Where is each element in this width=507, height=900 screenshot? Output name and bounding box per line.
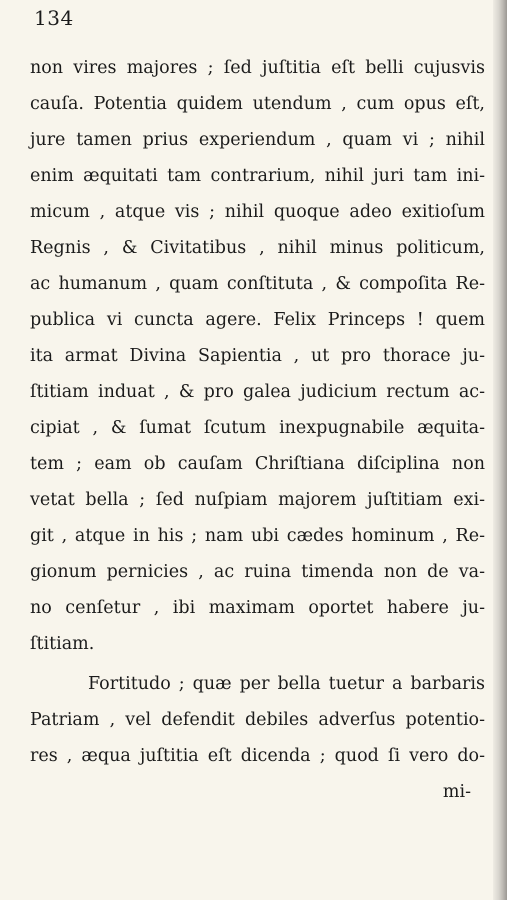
text-line: tem ; eam ob cauſam Chriſtiana diſciplina non — [30, 454, 485, 474]
catchword: mi- — [442, 782, 471, 802]
text-line: enim æquitati tam contrarium, nihil juri tam ini- — [30, 166, 485, 186]
page-number: 134 — [34, 6, 74, 30]
text-line: non vires majores ; ſed juſtitia eſt belli cujusvis — [30, 58, 485, 78]
text-line: vetat bella ; ſed nuſpiam majorem juſtitiam exi- — [30, 490, 485, 510]
text-line: ſtitiam induat , & pro galea judicium rectum ac- — [30, 382, 485, 402]
text-line: gionum pernicies , ac ruina timenda non de va- — [30, 562, 485, 582]
paragraph-1 — [30, 50, 485, 662]
text-line: Regnis , & Civitatibus , nihil minus politicum, — [30, 238, 485, 258]
text-line: no cenſetur , ibi maximam oportet habere ju- — [30, 598, 485, 618]
text-line: jure tamen prius experiendum , quam vi ; nihil — [30, 130, 485, 150]
text-line: git , atque in his ; nam ubi cædes hominum , Re- — [30, 526, 485, 546]
paragraph-2 — [30, 666, 485, 774]
page-edge-shadow — [493, 0, 507, 900]
text-line: publica vi cuncta agere. Felix Princeps ! quem — [30, 310, 485, 330]
text-line: micum , atque vis ; nihil quoque adeo exitioſum — [30, 202, 485, 222]
text-line: ac humanum , quam conſtituta , & compoſita Re- — [30, 274, 485, 294]
text-line: ita armat Divina Sapientia , ut pro thorace ju- — [30, 346, 485, 366]
text-line: cipiat , & ſumat ſcutum inexpugnabile æquita- — [30, 418, 485, 438]
text-line: Patriam , vel defendit debiles adverſus potentio- — [30, 710, 485, 730]
text-line: cauſa. Potentia quidem utendum , cum opus eſt, — [30, 94, 485, 114]
text-line: res , æqua juſtitia eſt dicenda ; quod ſi vero do- — [30, 746, 485, 766]
main-text — [30, 50, 485, 810]
text-line: ſtitiam. — [30, 634, 95, 654]
text-line: Fortitudo ; quæ per bella tuetur a barbaris — [88, 674, 485, 694]
